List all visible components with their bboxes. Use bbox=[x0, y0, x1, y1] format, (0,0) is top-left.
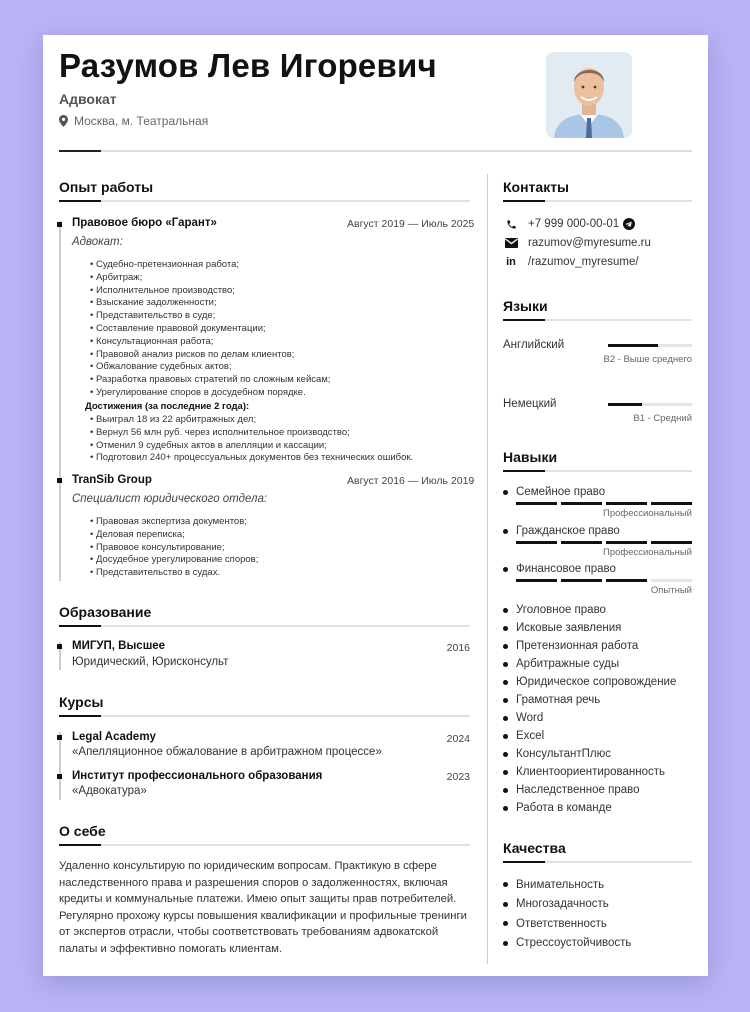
skill-level-bar bbox=[516, 579, 692, 582]
timeline-marker bbox=[57, 644, 62, 649]
qualities-title-underline bbox=[503, 861, 692, 863]
phone-text: +7 999 000-00-01 bbox=[528, 218, 620, 230]
skill-item: Гражданское право bbox=[503, 525, 620, 537]
candidate-position: Адвокат bbox=[59, 91, 117, 107]
education-title-underline bbox=[59, 625, 470, 627]
location bbox=[59, 114, 208, 128]
list-item: • Деловая переписка; bbox=[90, 529, 258, 542]
list-item: • Правовая экспертиза документов; bbox=[90, 516, 258, 529]
quality-item: Стрессоустойчивость bbox=[503, 934, 631, 954]
qualities-list bbox=[503, 875, 631, 953]
education-name: МИГУП, Высшее bbox=[72, 640, 166, 652]
contact-linkedin[interactable] bbox=[503, 255, 639, 269]
job-duties-list bbox=[90, 516, 258, 580]
language-level-bar bbox=[608, 344, 692, 347]
timeline-marker bbox=[57, 478, 62, 483]
phone-icon bbox=[503, 217, 519, 231]
list-item: • Правовой анализ рисков по делам клиентов; bbox=[90, 349, 330, 362]
skills-list bbox=[503, 601, 676, 817]
skill-item: Финансовое право bbox=[503, 563, 616, 575]
resume-page bbox=[43, 35, 708, 976]
location-pin-icon bbox=[59, 115, 68, 127]
header-divider bbox=[59, 150, 692, 152]
list-item: • Представительство в суде; bbox=[90, 310, 330, 323]
skill-item: Исковые заявления bbox=[503, 619, 676, 637]
skill-level: Профессиональный bbox=[603, 547, 692, 558]
linkedin-text: /razumov_myresume/ bbox=[528, 256, 639, 268]
skill-level: Опытный bbox=[650, 585, 692, 596]
job-role: Специалист юридического отдела: bbox=[72, 493, 268, 505]
job-duties-list bbox=[90, 259, 330, 400]
language-level-bar bbox=[608, 403, 692, 406]
skills-title-underline bbox=[503, 470, 692, 472]
about-text: Удаленно консультирую по юридическим вопросам. Практикую в сфере наследственного права и разрешения споров о задолженностях, включая кредиты и коммунальные платежи. Имею опыт защиты прав потребителей. Регулярно прохожу курсы повышения квалификации и профильные тренинги от экспертов отрасли, чтобы соответствовать требованиям адвокатской палаты и эффективно помогать клиентам. bbox=[59, 860, 467, 955]
list-item: • Досудебное урегулирование споров; bbox=[90, 554, 258, 567]
column-divider bbox=[487, 174, 488, 964]
skill-item: Наследственное право bbox=[503, 781, 676, 799]
skill-level-bar bbox=[516, 541, 692, 544]
candidate-name: Разумов Лев Игоревич bbox=[59, 47, 437, 84]
linkedin-icon: in bbox=[506, 256, 516, 268]
education-detail: Юридический, Юрисконсульт bbox=[72, 656, 229, 668]
course-year: 2024 bbox=[446, 733, 470, 745]
profile-photo bbox=[546, 52, 632, 138]
skill-item: Претензионная работа bbox=[503, 637, 676, 655]
list-item: • Обжалование судебных актов; bbox=[90, 361, 330, 374]
contacts-title-underline bbox=[503, 200, 692, 202]
language-name: Немецкий bbox=[503, 398, 557, 410]
language-level: B2 - Выше среднего bbox=[603, 354, 692, 365]
languages-title: Языки bbox=[503, 298, 548, 314]
course-name: Legal Academy bbox=[72, 731, 156, 743]
skill-item: Word bbox=[503, 709, 676, 727]
education-title: Образование bbox=[59, 604, 152, 620]
achievements-list bbox=[90, 414, 413, 465]
job-company: TranSib Group bbox=[72, 474, 152, 486]
list-item: • Консультационная работа; bbox=[90, 336, 330, 349]
quality-item: Ответственность bbox=[503, 914, 631, 934]
email-text: razumov@myresume.ru bbox=[528, 237, 651, 249]
list-item: • Составление правовой документации; bbox=[90, 323, 330, 336]
list-item: • Подготовил 240+ процессуальных документов без технических ошибок. bbox=[90, 452, 413, 465]
qualities-title: Качества bbox=[503, 840, 566, 856]
language-name: Английский bbox=[503, 339, 565, 351]
experience-title: Опыт работы bbox=[59, 179, 154, 195]
skill-item: Семейное право bbox=[503, 486, 605, 498]
timeline-marker bbox=[57, 774, 62, 779]
job-company: Правовое бюро «Гарант» bbox=[72, 217, 217, 229]
location-text: Москва, м. Театральная bbox=[74, 114, 209, 128]
skill-item: Работа в команде bbox=[503, 799, 676, 817]
skill-item: Арбитражные суды bbox=[503, 655, 676, 673]
list-item: • Урегулирование споров в досудебном порядке. bbox=[90, 387, 330, 400]
list-item: • Правовое консультирование; bbox=[90, 542, 258, 555]
skill-level-bar bbox=[516, 502, 692, 505]
courses-title: Курсы bbox=[59, 694, 104, 710]
skill-item: Уголовное право bbox=[503, 601, 676, 619]
quality-item: Многозадачность bbox=[503, 895, 631, 915]
about-title-underline bbox=[59, 844, 470, 846]
list-item: • Взыскание задолженности; bbox=[90, 297, 330, 310]
skill-item: Юридическое сопровождение bbox=[503, 673, 676, 691]
skill-item: Excel bbox=[503, 727, 676, 745]
experience-timeline bbox=[59, 221, 61, 581]
job-dates: Август 2016 — Июль 2019 bbox=[347, 475, 475, 487]
list-item: • Представительство в судах. bbox=[90, 567, 258, 580]
education-year: 2016 bbox=[446, 642, 470, 654]
course-detail: «Апелляционное обжалование в арбитражном процессе» bbox=[72, 746, 382, 758]
course-detail: «Адвокатура» bbox=[72, 785, 147, 797]
contact-email[interactable] bbox=[503, 236, 651, 250]
courses-title-underline bbox=[59, 715, 470, 717]
list-item: • Исполнительное производство; bbox=[90, 285, 330, 298]
skill-item: Клиентоориентированность bbox=[503, 763, 676, 781]
courses-timeline bbox=[59, 732, 61, 800]
job-dates: Август 2019 — Июль 2025 bbox=[347, 218, 475, 230]
telegram-icon[interactable] bbox=[623, 218, 635, 230]
quality-item: Внимательность bbox=[503, 875, 631, 895]
languages-title-underline bbox=[503, 319, 692, 321]
experience-title-underline bbox=[59, 200, 470, 202]
timeline-marker bbox=[57, 735, 62, 740]
list-item: • Выиграл 18 из 22 арбитражных дел; bbox=[90, 414, 413, 427]
course-name: Институт профессионального образования bbox=[72, 770, 323, 782]
job-role: Адвокат: bbox=[72, 236, 123, 248]
contact-phone[interactable] bbox=[503, 217, 635, 231]
course-year: 2023 bbox=[446, 771, 470, 783]
contacts-title: Контакты bbox=[503, 179, 570, 195]
list-item: • Арбитраж; bbox=[90, 272, 330, 285]
skill-item: Грамотная речь bbox=[503, 691, 676, 709]
list-item: • Вернул 56 млн руб. через исполнительное производство; bbox=[90, 427, 413, 440]
envelope-icon bbox=[503, 236, 519, 250]
skill-level: Профессиональный bbox=[603, 508, 692, 519]
skills-title: Навыки bbox=[503, 449, 558, 465]
language-level: B1 - Средний bbox=[633, 413, 692, 424]
list-item: • Судебно-претензионная работа; bbox=[90, 259, 330, 272]
timeline-marker bbox=[57, 222, 62, 227]
achievements-title: Достижения (за последние 2 года): bbox=[85, 401, 250, 412]
list-item: • Отменил 9 судебных актов в апелляции и кассации; bbox=[90, 440, 413, 453]
skill-item: КонсультантПлюс bbox=[503, 745, 676, 763]
list-item: • Разработка правовых стратегий по сложным кейсам; bbox=[90, 374, 330, 387]
header-divider-accent bbox=[59, 150, 101, 152]
about-title: О себе bbox=[59, 823, 106, 839]
